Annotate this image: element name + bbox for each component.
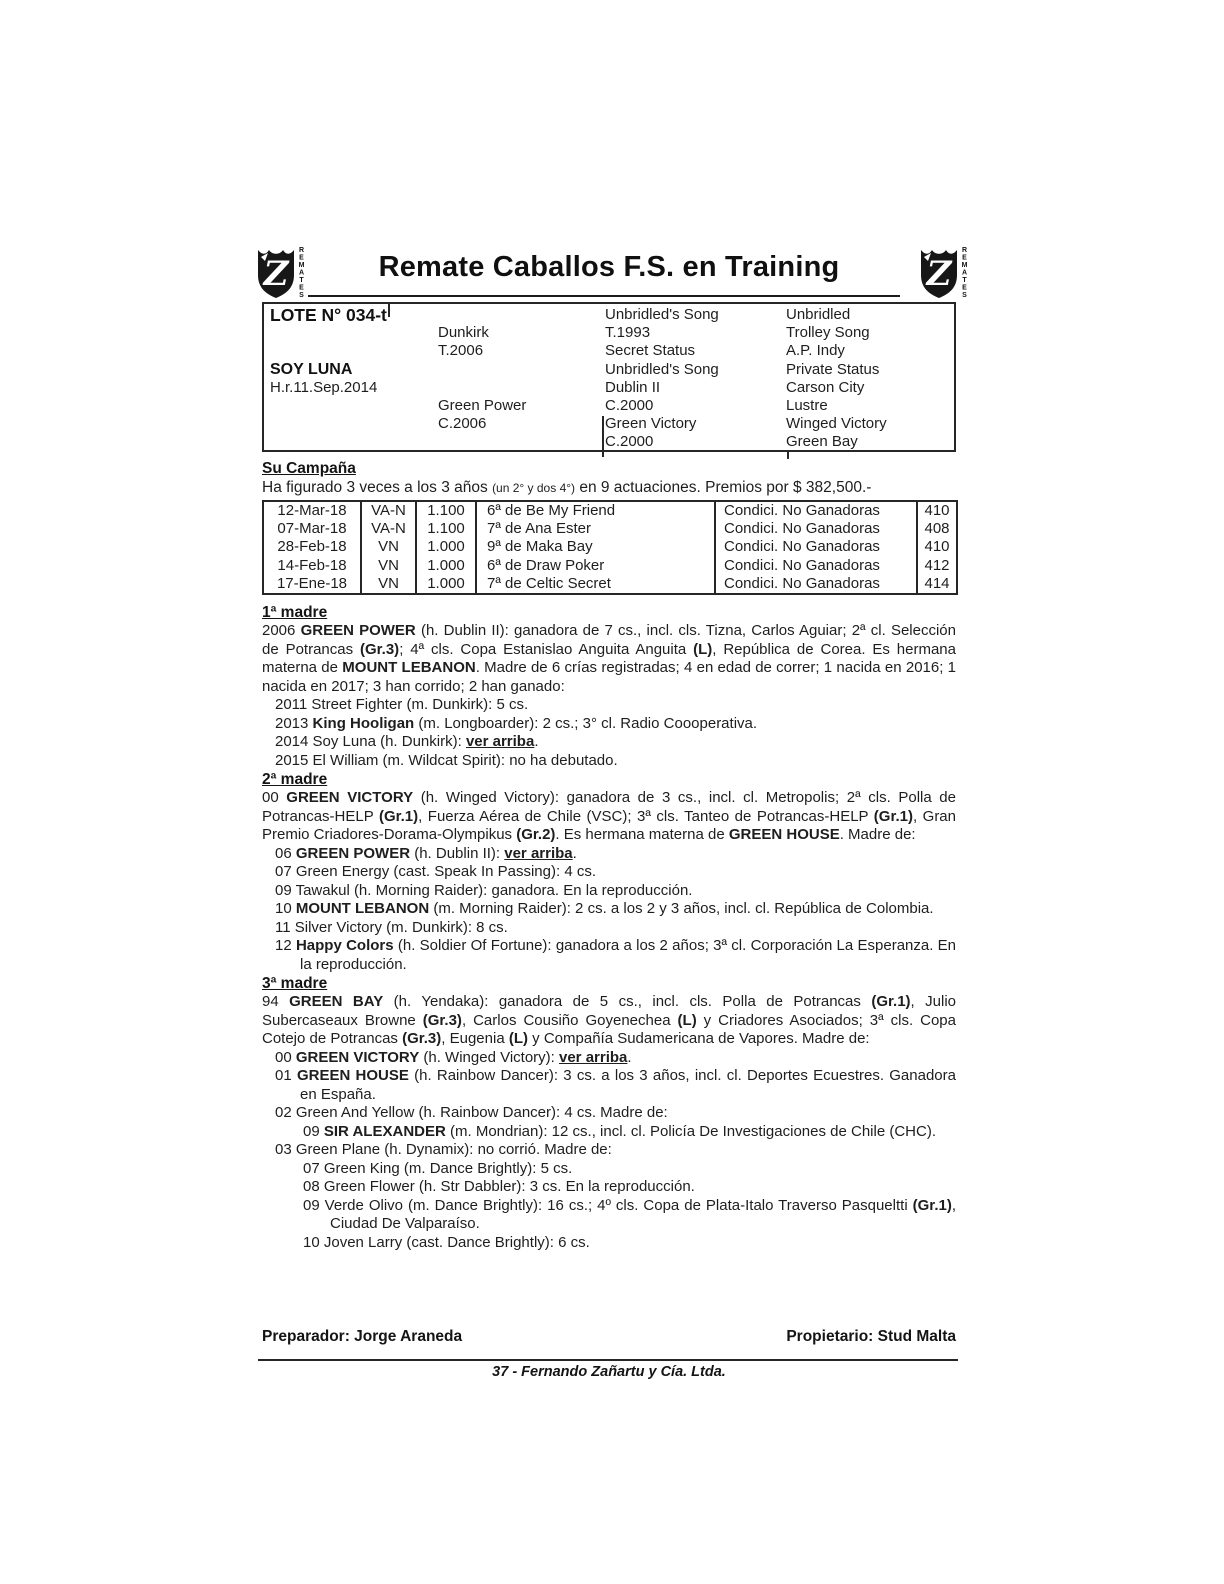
pedigree-cell xyxy=(270,324,438,342)
race-row xyxy=(263,520,957,538)
pedigree-cell: Green Bay xyxy=(786,433,858,451)
pedigree-cell: Green Victory xyxy=(605,415,697,433)
footer-row xyxy=(262,1328,956,1346)
section-heading: 2ª madre xyxy=(262,771,328,789)
progeny-item: 2014 Soy Luna (h. Dunkirk): ver arriba. xyxy=(275,733,539,751)
masthead xyxy=(262,247,968,302)
race-weight: 412 xyxy=(917,557,957,575)
pedigree-cell: C.2006 xyxy=(438,415,487,433)
pedigree-cell: A.P. Indy xyxy=(786,342,845,360)
pedigree-cell: Unbridled's Song xyxy=(605,360,719,378)
race-result: 6ª de Draw Poker xyxy=(476,557,715,575)
race-distance: 1.000 xyxy=(416,557,476,575)
race-row xyxy=(263,575,957,594)
race-date: 14-Feb-18 xyxy=(277,556,347,574)
race-track: VN xyxy=(361,575,416,594)
pedigree-cell xyxy=(270,415,438,433)
pedigree-cell: Private Status xyxy=(786,360,880,378)
zanartu-logo-left xyxy=(256,247,305,299)
pedigree-cell: T.2006 xyxy=(438,342,484,360)
race-track: VA-N xyxy=(361,520,416,538)
pedigree-cell: C.2000 xyxy=(605,433,654,451)
section-heading: 3ª madre xyxy=(262,975,328,993)
pedigree-cell xyxy=(270,342,438,360)
page-number-line: 37 - Fernando Zañartu y Cía. Ltda. xyxy=(492,1364,726,1380)
pedigree-cell: Carson City xyxy=(786,378,865,396)
progeny-item: 09 SIR ALEXANDER (m. Mondrian): 12 cs., incl. cl. Policía De Investigaciones de Chile (CHC). xyxy=(303,1122,937,1140)
race-date: 28-Feb-18 xyxy=(277,538,347,556)
sire-name: Dunkirk xyxy=(438,324,489,342)
race-row xyxy=(263,557,957,575)
section-first-dam xyxy=(262,603,956,770)
progeny-item: 07 Green King (m. Dance Brightly): 5 cs. xyxy=(303,1159,573,1177)
dam-name: Green Power xyxy=(438,396,527,414)
footer-preparador: Preparador: Jorge Araneda xyxy=(262,1328,463,1345)
svg-text:Z: Z xyxy=(926,254,952,294)
dam-paragraph: 2006 GREEN POWER (h. Dublin II): ganadora de 7 cs., incl. cls. Tizna, Carlos Aguiar; 2ª cl. Selección de Potrancas (Gr.3); 4ª cls. Copa Estanislao Anguita Anguita (L), República de Corea. Es hermana materna de MOUNT LEBANON. Madre de 6 crías registradas; 4 en edad de correr; 1 nacida en 2016; 1 nacida en 2017; 3 han corrido; 2 han ganado: xyxy=(262,622,957,695)
progeny-item: 11 Silver Victory (m. Dunkirk): 8 cs. xyxy=(275,918,508,936)
race-weight: 414 xyxy=(917,575,957,594)
race-track: VA-N xyxy=(361,501,416,520)
progeny-item: 2015 El William (m. Wildcat Spirit): no ha debutado. xyxy=(275,751,618,769)
section-second-dam xyxy=(262,770,956,974)
race-distance: 1.100 xyxy=(416,520,476,538)
race-track: VN xyxy=(361,538,416,556)
pedigree-cell xyxy=(438,433,605,451)
logo-vertical-text: REMATES xyxy=(961,247,968,300)
horse-name: SOY LUNA xyxy=(270,360,353,378)
campaign-summary: Ha figurado 3 veces a los 3 años (un 2° y dos 4°) en 9 actuaciones. Premios por $ 382,500.- xyxy=(262,479,872,496)
pedigree-cell: Lustre xyxy=(786,396,828,414)
progeny-item: 06 GREEN POWER (h. Dublin II): ver arriba. xyxy=(275,844,577,862)
race-condition: Condici. No Ganadoras xyxy=(715,538,917,556)
campaign-heading: Su Campaña xyxy=(262,460,356,477)
race-results-table xyxy=(262,500,958,595)
pedigree-cell: Unbridled xyxy=(786,306,851,323)
zanartu-logo-right xyxy=(919,247,968,299)
progeny-item: 07 Green Energy (cast. Speak In Passing): 4 cs. xyxy=(275,863,596,881)
race-weight: 410 xyxy=(917,501,957,520)
section-third-dam xyxy=(262,974,956,1252)
race-condition: Condici. No Ganadoras xyxy=(715,557,917,575)
shield-z-icon xyxy=(256,247,296,299)
race-date: 07-Mar-18 xyxy=(277,520,347,538)
svg-text:Z: Z xyxy=(263,254,289,294)
progeny-item: 2013 King Hooligan (m. Longboarder): 2 cs.; 3° cl. Radio Coooperativa. xyxy=(275,714,758,732)
progeny-item: 10 MOUNT LEBANON (m. Morning Raider): 2 cs. a los 2 y 3 años, incl. cl. República de Colombia. xyxy=(275,900,934,918)
lot-number: LOTE N° 034-t xyxy=(270,305,387,325)
page-footer xyxy=(262,1328,956,1380)
race-weight: 410 xyxy=(917,538,957,556)
pedigree-table xyxy=(262,302,956,452)
progeny-item: 00 GREEN VICTORY (h. Winged Victory): ver arriba. xyxy=(275,1048,632,1066)
shield-z-icon xyxy=(919,247,959,299)
progeny-item: 2011 Street Fighter (m. Dunkirk): 5 cs. xyxy=(275,696,529,714)
title-rule xyxy=(308,295,900,297)
pedigree-cell xyxy=(270,397,438,415)
race-track: VN xyxy=(361,557,416,575)
race-row xyxy=(263,501,957,520)
dam-paragraph: 00 GREEN VICTORY (h. Winged Victory): ganadora de 3 cs., incl. cl. Metropolis; 2ª cls. Polla de Potrancas-HELP (Gr.1), Fuerza Aérea de Chile (VSC); 3ª cls. Tanteo de Potrancas-HELP (Gr.1), Gran Premio Criadores-Dorama-Olympikus (Gr.2). Es hermana materna de GREEN HOUSE. Madre de: xyxy=(262,789,956,844)
pedigree-cell xyxy=(438,379,605,397)
pedigree-cell: Trolley Song xyxy=(786,324,870,342)
progeny-item: 08 Green Flower (h. Str Dabbler): 3 cs. En la reproducción. xyxy=(303,1178,695,1196)
pedigree-grid xyxy=(264,304,954,450)
race-weight: 408 xyxy=(917,520,957,538)
race-result: 7ª de Ana Ester xyxy=(476,520,715,538)
section-heading: 1ª madre xyxy=(262,604,328,622)
pedigree-cell: Unbridled's Song xyxy=(605,306,719,323)
progeny-item: 01 GREEN HOUSE (h. Rainbow Dancer): 3 cs. a los 3 años, incl. cl. Deportes Ecuestres. Ganadora en España. xyxy=(275,1067,956,1103)
pedigree-cell: Dublin II xyxy=(605,378,661,396)
race-distance: 1.000 xyxy=(416,538,476,556)
race-condition: Condici. No Ganadoras xyxy=(715,520,917,538)
progeny-item: 09 Verde Olivo (m. Dance Brightly): 16 cs.; 4º cls. Copa de Plata-Italo Traverso Pasqueltti (Gr.1), Ciudad De Valparaíso. xyxy=(303,1196,956,1233)
progeny-item: 09 Tawakul (h. Morning Raider): ganadora. En la reproducción. xyxy=(275,881,693,899)
pedigree-cell: C.2000 xyxy=(605,396,654,414)
pedigree-cell: Secret Status xyxy=(605,342,696,360)
race-distance: 1.000 xyxy=(416,575,476,594)
footer-rule xyxy=(258,1359,958,1361)
race-condition: Condici. No Ganadoras xyxy=(715,575,917,594)
progeny-item: 10 Joven Larry (cast. Dance Brightly): 6 cs. xyxy=(303,1233,590,1251)
race-result: 6ª de Be My Friend xyxy=(476,501,715,520)
pedigree-cell: T.1993 xyxy=(605,324,651,342)
page-title: Remate Caballos F.S. en Training xyxy=(378,251,840,283)
footer-propietario: Propietario: Stud Malta xyxy=(786,1328,956,1345)
race-date: 12-Mar-18 xyxy=(277,502,347,519)
race-date: 17-Ene-18 xyxy=(276,574,348,592)
race-result: 7ª de Celtic Secret xyxy=(476,575,715,594)
race-result: 9ª de Maka Bay xyxy=(476,538,715,556)
race-distance: 1.100 xyxy=(416,501,476,520)
page-content xyxy=(262,247,968,1380)
progeny-item: 12 Happy Colors (h. Soldier Of Fortune): ganadora a los 2 años; 3ª cl. Corporación La Esperanza. En la reproducción. xyxy=(275,937,957,973)
race-row xyxy=(263,538,957,556)
progeny-item: 02 Green And Yellow (h. Rainbow Dancer): 4 cs. Madre de: xyxy=(275,1104,668,1122)
race-condition: Condici. No Ganadoras xyxy=(715,501,917,520)
logo-vertical-text: REMATES xyxy=(298,247,305,300)
pedigree-cell: Winged Victory xyxy=(786,415,887,433)
dam-paragraph: 94 GREEN BAY (h. Yendaka): ganadora de 5 cs., incl. cls. Polla de Potrancas (Gr.1), Julio Subercaseaux Browne (Gr.3), Carlos Cousiño Goyenechea (L) y Criadores Asociados; 3ª cls. Copa Cotejo de Potrancas (Gr.3), Eugenia (L) y Compañía Sudamericana de Vapores. Madre de: xyxy=(262,993,957,1048)
horse-birthdate: H.r.11.Sep.2014 xyxy=(270,378,378,396)
pedigree-cell xyxy=(270,433,438,451)
pedigree-cell xyxy=(438,306,605,324)
progeny-item: 03 Green Plane (h. Dynamix): no corrió. Madre de: xyxy=(275,1141,612,1159)
pedigree-cell xyxy=(438,361,605,379)
